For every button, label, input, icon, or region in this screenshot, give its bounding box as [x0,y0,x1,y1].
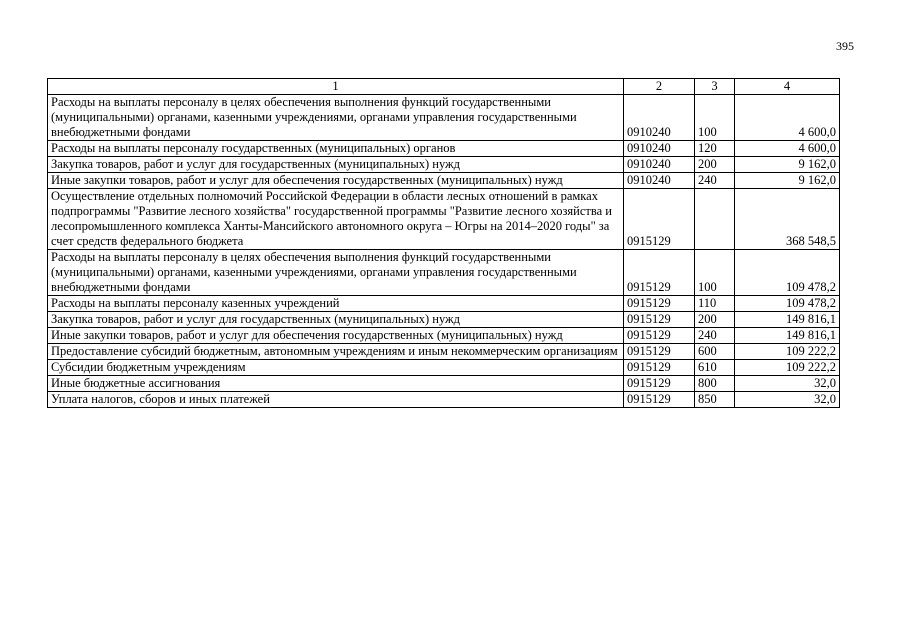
row-description: Расходы на выплаты персоналу государственных (муниципальных) органов [48,141,624,157]
row-description: Осуществление отдельных полномочий Российской Федерации в области лесных отношений в рамках подпрограммы "Развитие лесного хозяйства" государственной программы "Развитие лесного хозяйства и лесопромышленного комплекса Ханты-Мансийского автономного округа – Югры на 2014–2020 годы" за счет средств федерального бюджета [48,189,624,250]
column-header-3: 3 [695,79,735,95]
row-description: Расходы на выплаты персоналу в целях обеспечения выполнения функций государственными (муниципальными) органами, казенными учреждениями, органами управления государственными внебюджетными фондами [48,95,624,141]
row-expense-type: 800 [695,376,735,392]
row-expense-type: 110 [695,296,735,312]
table-row [48,376,840,392]
row-amount: 109 222,2 [735,344,840,360]
row-description: Расходы на выплаты персоналу казенных учреждений [48,296,624,312]
row-target-code: 0915129 [624,189,695,250]
row-target-code: 0915129 [624,376,695,392]
row-expense-type: 200 [695,157,735,173]
row-expense-type: 200 [695,312,735,328]
row-amount: 4 600,0 [735,95,840,141]
row-description: Субсидии бюджетным учреждениям [48,360,624,376]
budget-table [47,78,840,408]
row-target-code: 0915129 [624,360,695,376]
row-target-code: 0910240 [624,95,695,141]
row-description: Расходы на выплаты персоналу в целях обеспечения выполнения функций государственными (муниципальными) органами, казенными учреждениями, органами управления государственными внебюджетными фондами [48,250,624,296]
row-target-code: 0915129 [624,312,695,328]
row-target-code: 0915129 [624,392,695,408]
row-amount: 149 816,1 [735,312,840,328]
table-row [48,344,840,360]
row-expense-type: 100 [695,95,735,141]
row-amount: 9 162,0 [735,157,840,173]
table-row [48,296,840,312]
table-header-row [48,79,840,95]
column-header-2: 2 [624,79,695,95]
row-target-code: 0915129 [624,328,695,344]
row-description: Иные закупки товаров, работ и услуг для обеспечения государственных (муниципальных) нужд [48,328,624,344]
row-expense-type: 120 [695,141,735,157]
table-row [48,157,840,173]
row-description: Иные бюджетные ассигнования [48,376,624,392]
row-amount: 368 548,5 [735,189,840,250]
row-amount: 9 162,0 [735,173,840,189]
row-description: Закупка товаров, работ и услуг для государственных (муниципальных) нужд [48,157,624,173]
row-expense-type: 100 [695,250,735,296]
row-target-code: 0910240 [624,141,695,157]
row-amount: 32,0 [735,392,840,408]
row-description: Иные закупки товаров, работ и услуг для обеспечения государственных (муниципальных) нужд [48,173,624,189]
row-target-code: 0915129 [624,250,695,296]
table-row [48,312,840,328]
table-row [48,141,840,157]
table-row [48,328,840,344]
row-target-code: 0915129 [624,296,695,312]
table-row [48,173,840,189]
column-header-4: 4 [735,79,840,95]
row-amount: 109 478,2 [735,250,840,296]
row-amount: 4 600,0 [735,141,840,157]
row-target-code: 0910240 [624,173,695,189]
row-description: Предоставление субсидий бюджетным, автономным учреждениям и иным некоммерческим организациям [48,344,624,360]
row-expense-type: 240 [695,173,735,189]
table-row [48,250,840,296]
row-expense-type: 600 [695,344,735,360]
table-row [48,360,840,376]
column-header-1: 1 [48,79,624,95]
row-expense-type: 850 [695,392,735,408]
row-expense-type [695,189,735,250]
row-expense-type: 240 [695,328,735,344]
table-row [48,392,840,408]
row-target-code: 0915129 [624,344,695,360]
row-amount: 109 478,2 [735,296,840,312]
row-amount: 109 222,2 [735,360,840,376]
table-row [48,95,840,141]
row-amount: 32,0 [735,376,840,392]
row-description: Уплата налогов, сборов и иных платежей [48,392,624,408]
page-number: 395 [836,39,854,53]
row-expense-type: 610 [695,360,735,376]
table-row [48,189,840,250]
row-amount: 149 816,1 [735,328,840,344]
row-description: Закупка товаров, работ и услуг для государственных (муниципальных) нужд [48,312,624,328]
row-target-code: 0910240 [624,157,695,173]
